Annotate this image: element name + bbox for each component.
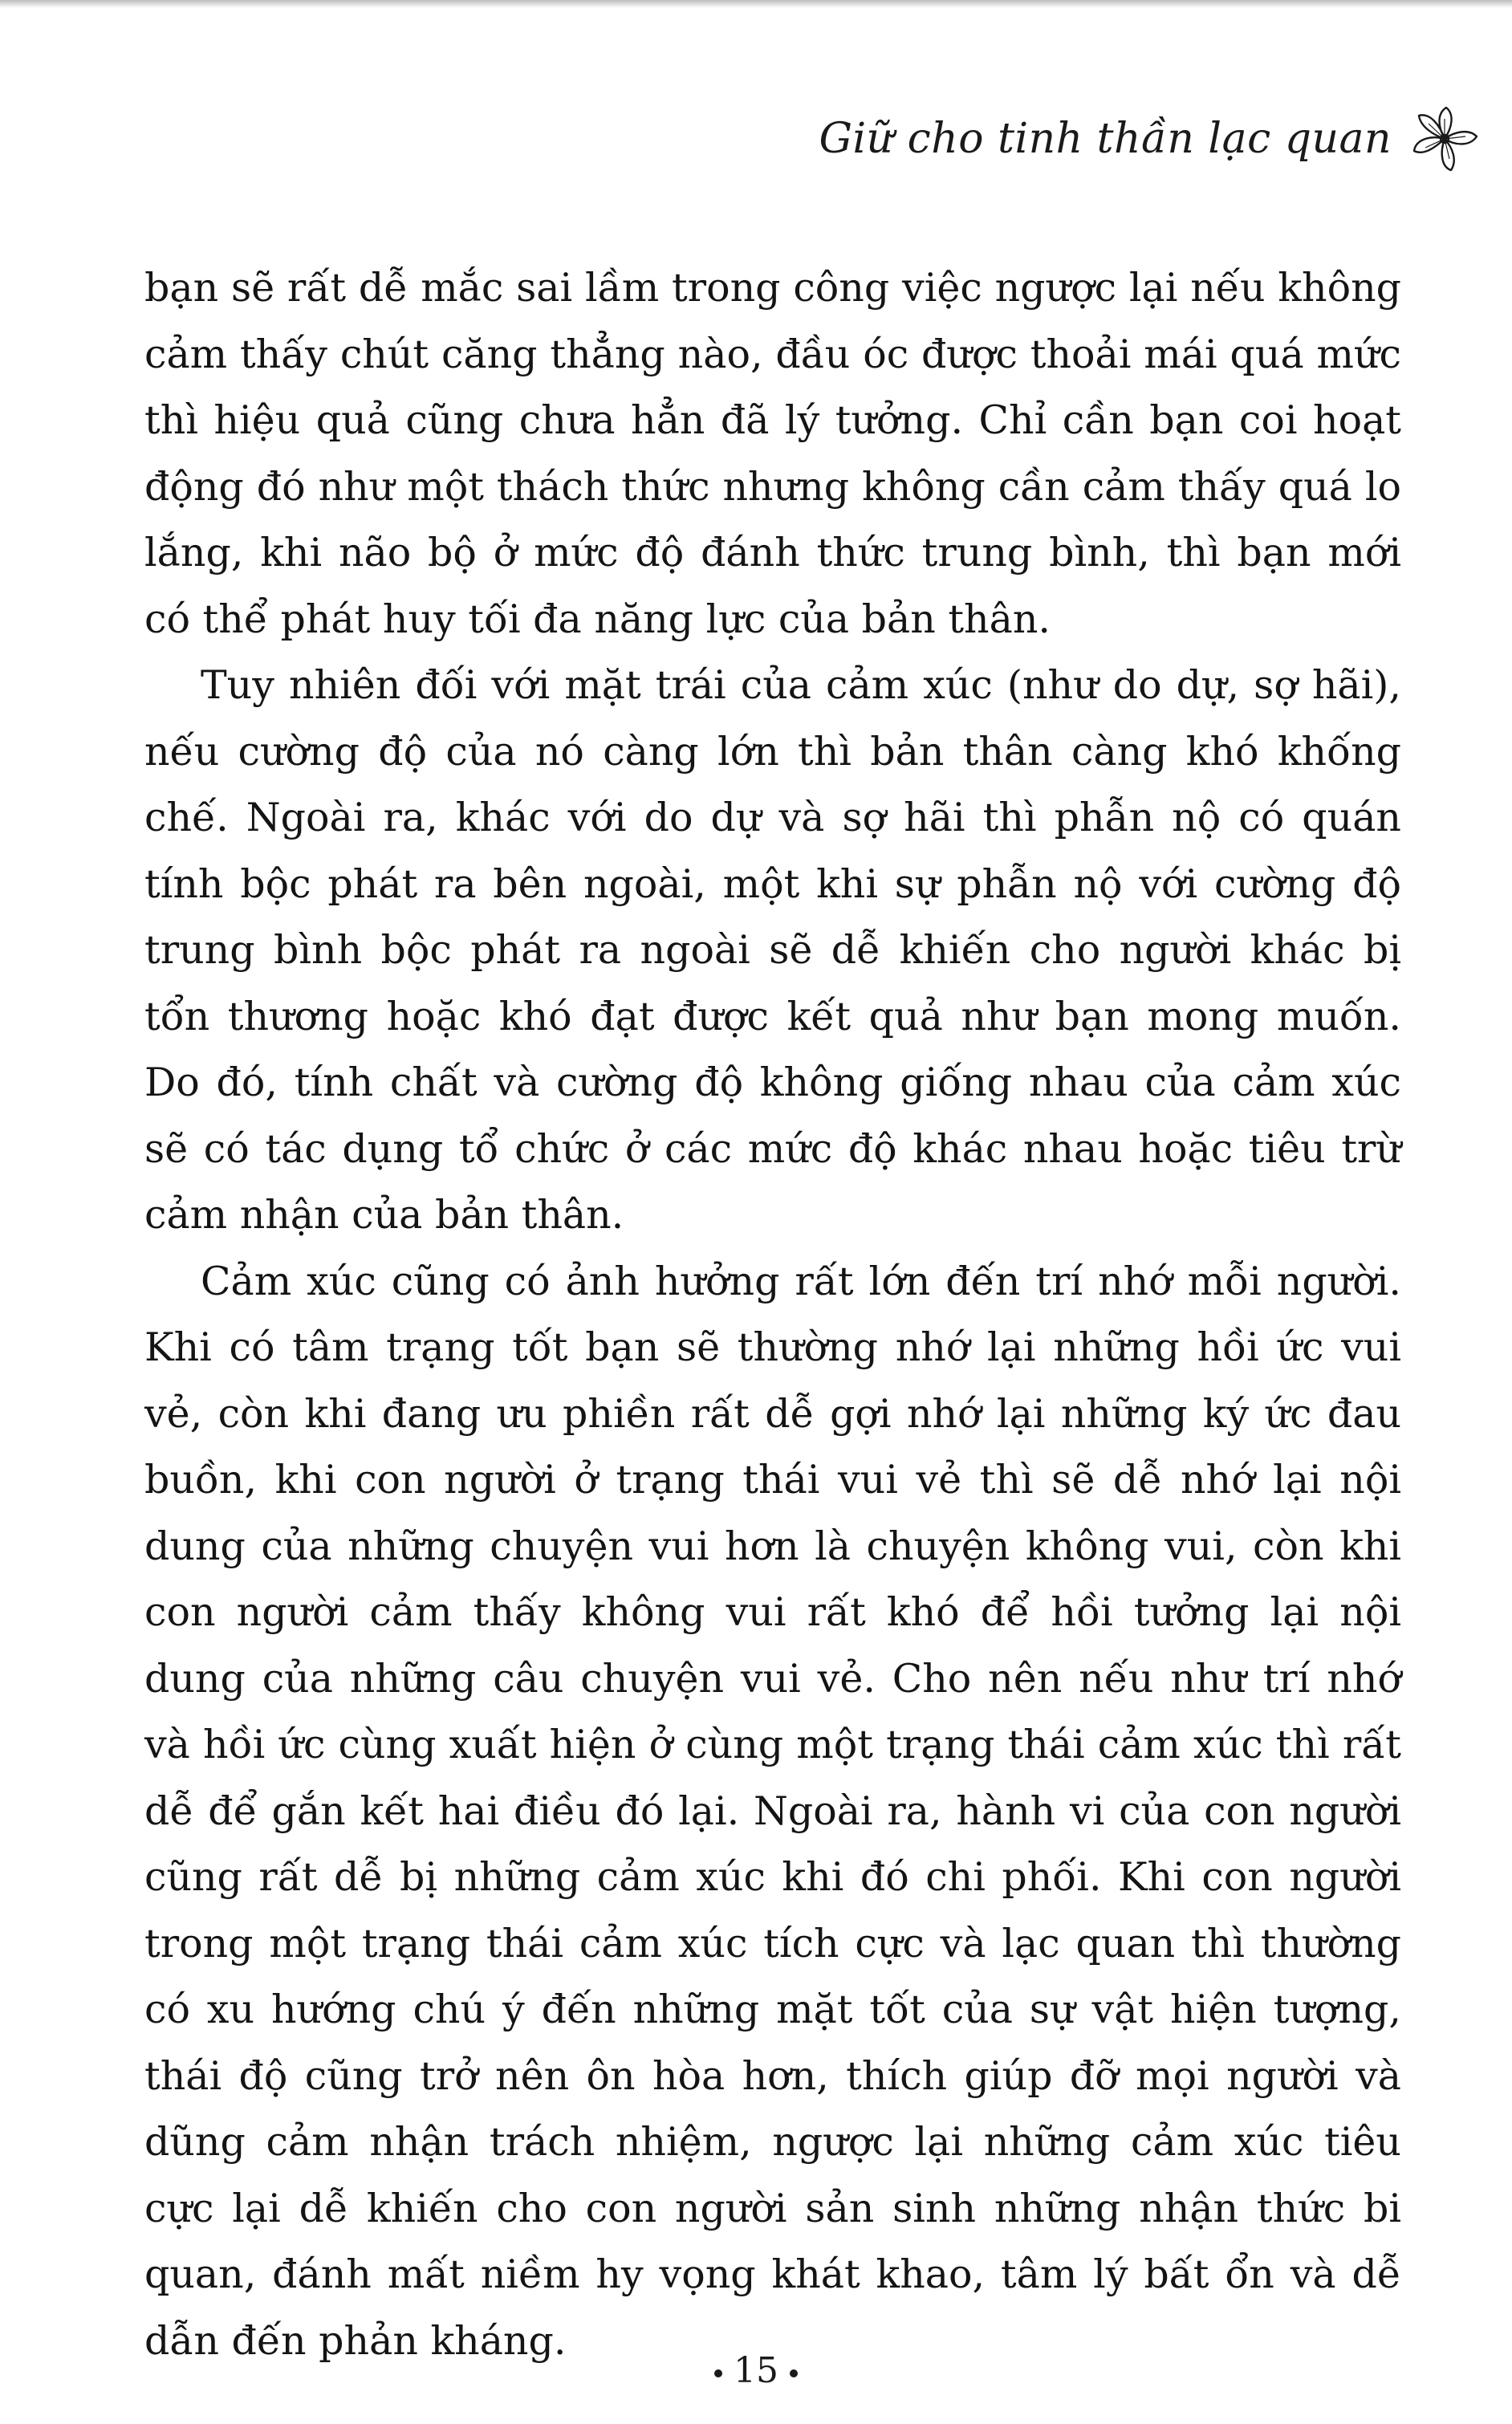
top-edge-shadow — [0, 0, 1512, 8]
paragraph: Cảm xúc cũng có ảnh hưởng rất lớn đến trí nhớ mỗi người. Khi có tâm trạng tốt bạn sẽ thường nhớ lại những hồi ức vui vẻ, còn khi đang ưu phiền rất dễ gợi nhớ lại những ký ức đau buồn, khi con người ở trạng thái vui vẻ thì sẽ dễ nhớ lại nội dung của những chuyện vui hơn là chuyện không vui, còn khi con người cảm thấy không vui rất khó để hồi tưởng lại nội dung của những câu chuyện vui vẻ. Cho nên nếu như trí nhớ và hồi ức cùng xuất hiện ở cùng một trạng thái cảm xúc thì rất dễ để gắn kết hai điều đó lại. Ngoài ra, hành vi của con người cũng rất dễ bị những cảm xúc khi đó chi phối. Khi con người trong một trạng thái cảm xúc tích cực và lạc quan thì thường có xu hướng chú ý đến những mặt tốt của sự vật hiện tượng, thái độ cũng trở nên ôn hòa hơn, thích giúp đỡ mọi người và dũng cảm nhận trách nhiệm, ngược lại những cảm xúc tiêu cực lại dễ khiến cho con người sản sinh những nhận thức bi quan, đánh mất niềm hy vọng khát khao, tâm lý bất ổn và dễ dẫn đến phản kháng. — [144, 1258, 1401, 2364]
paragraph: bạn sẽ rất dễ mắc sai lầm trong công việc ngược lại nếu không cảm thấy chút căng thẳng nào, đầu óc được thoải mái quá mức thì hiệu quả cũng chưa hẳn đã lý tưởng. Chỉ cần bạn coi hoạt động đó như một thách thức nhưng không cần cảm thấy quá lo lắng, khi não bộ ở mức độ đánh thức trung bình, thì bạn mới có thể phát huy tối đa năng lực của bản thân. — [144, 265, 1401, 642]
running-header — [819, 103, 1483, 175]
bullet-dot-right — [790, 2369, 798, 2377]
page-number — [0, 2350, 1512, 2391]
paragraph: Tuy nhiên đối với mặt trái của cảm xúc (như do dự, sợ hãi), nếu cường độ của nó càng lớn thì bản thân càng khó khống chế. Ngoài ra, khác với do dự và sợ hãi thì phẫn nộ có quán tính bộc phát ra bên ngoài, một khi sự phẫn nộ với cường độ trung bình bộc phát ra ngoài sẽ dễ khiến cho người khác bị tổn thương hoặc khó đạt được kết quả như bạn mong muốn. Do đó, tính chất và cường độ không giống nhau của cảm xúc sẽ có tác dụng tổ chức ở các mức độ khác nhau hoặc tiêu trừ cảm nhận của bản thân. — [144, 662, 1401, 1238]
running-title: Giữ cho tinh thần lạc quan — [819, 115, 1392, 163]
page-number-value: 15 — [734, 2350, 778, 2391]
bullet-dot-left — [714, 2369, 722, 2377]
flower-icon — [1406, 103, 1483, 175]
body-text — [144, 255, 1401, 2374]
